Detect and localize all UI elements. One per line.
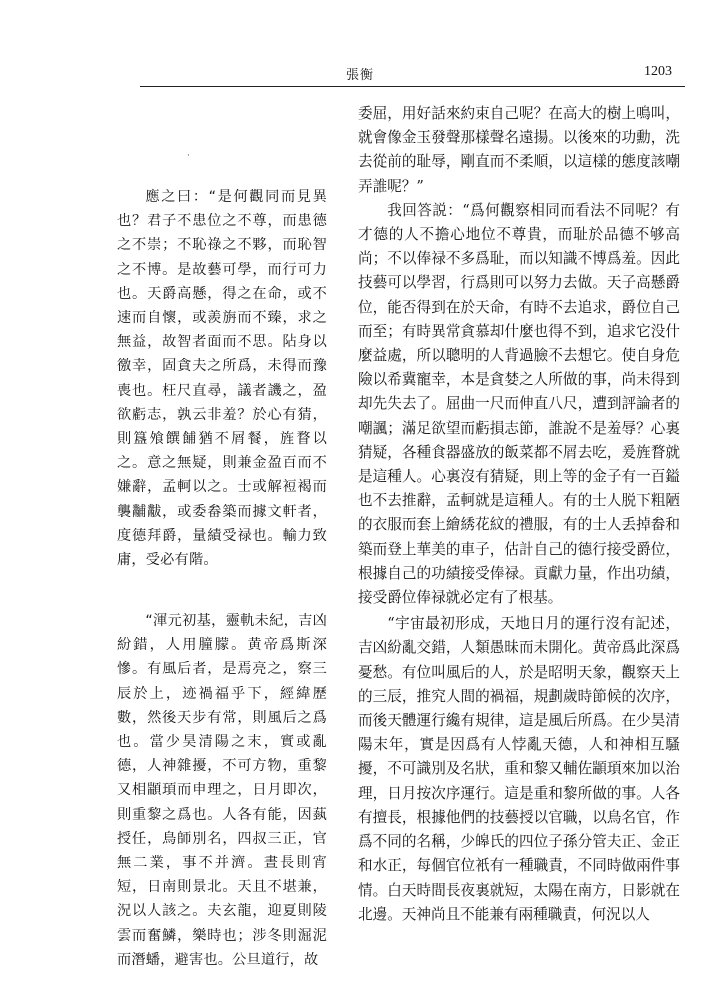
page-header [48, 62, 672, 88]
header-rule [140, 86, 685, 87]
scan-speck: · [187, 151, 190, 161]
left-column-section-2 [117, 609, 327, 972]
left-column-section-1 [117, 185, 327, 572]
translation-paragraph: 我回答説：“爲何觀察相同而看法不同呢？有才德的人不擔心地位不尊貴，而耻於品德不够高尚；不以俸禄不多爲耻，而以知識不博爲羞。因此技藝可以學習，行爲則可以努力去做。天子高懸爵位，能否得到在於天命，有時不去追求，爵位自己而至；有時異常貪慕却什麼也得不到，追求它没什麼益處，所以聰明的人背過臉不去想它。使自身危險以希冀寵幸，本是貪婪之人所做的事，尚未得到却先失去了。屈曲一尺而伸直八尺，遭到評論者的嘲諷；滿足欲望而虧損志節，誰說不是羞辱？心裏猜疑，各種食器盛放的飯菜都不屑去吃，爰旌瞀就是這種人。心裏沒有猜疑，則上等的金子有一百鎰也不去推辭，孟軻就是這種人。有的士人脱下粗陋的衣服而套上繪綉花紋的禮服，有的士人丢掉畚和築而登上華美的車子，估計自己的德行接受爵位，根據自己的功績接受俸禄。貢獻力量，作出功績，接受爵位俸禄就必定有了根基。 [358, 201, 680, 607]
running-title: 張衡 [345, 68, 374, 83]
translation-paragraph: “宇宙最初形成，天地日月的運行沒有記述，吉凶紛亂交錯，人類愚昧而未開化。黄帝爲此深爲憂愁。有位叫風后的人，於是昭明天象，觀察天上的三辰，推究人間的禍福，規劃歲時節候的次序，而後天體運行纔有規律，這是風后所爲。在少昊清陽末年，實是因爲有人悖亂天德，人和神相互騷擾，不可識別及名狀，重和黎又輔佐顓頊來加以治理，日月按次序運行。這是重和黎所做的事。人各有擅長，根據他們的技藝授以官職，以鳥名官，作爲不同的名稱，少皞氏的四位子孫分管夫正、金正和水正，每個官位衹有一種職責，不同時做兩件事情。白天時間長夜裏就短，太陽在南方，日影就在北邊。天神尚且不能兼有兩種職責，何況以人 [358, 615, 680, 923]
right-column [358, 102, 680, 927]
original-text-paragraph: “渾元初基，靈軌未紀，吉凶紛錯，人用朣朦。黄帝爲斯深慘。有風后者，是焉亮之，察三辰於上，迹禍福乎下，經緯歷數，然後天步有常，則風后之爲也。當少昊清陽之末，實或亂德，人神雜擾，不可方物，重黎又相顓頊而申理之，日月即次，則重黎之爲也。人各有能，因蓺授任，鳥師別名，四叔三正，官無二業，事不并濟。晝長則宵短，日南則景北。天且不堪兼，況以人該之。夫玄龍，迎夏則陵雲而奮鱗，樂時也；涉冬則淈泥而潛蟠，避害也。公旦道行，故 [117, 613, 327, 968]
original-text-paragraph: 應之曰：“是何觀同而見異也？君子不患位之不尊，而患德之不崇；不恥祿之不夥，而恥智之不博。是故藝可學，而行可力也。天爵高懸，得之在命，或不速而自懷，或羨旃而不臻，求之無益，故智者面而不思。阽身以徼幸，固貪夫之所爲，未得而豫喪也。枉尺直尋，議者譏之，盈欲虧志，孰云非羞？於心有猜，則簋飧饌餔猶不屑餐，旌瞀以之。意之無疑，則兼金盈百而不嫌辭，孟軻以之。士或解裋褐而襲黼黻，或委畚築而據文軒者，度德拜爵，量績受禄也。輸力致庸，受必有階。 [117, 189, 327, 569]
page-number: 1203 [644, 64, 672, 79]
translation-paragraph: 委屈，用好話來約束自己呢？在高大的樹上鳴叫，就會像金玉發聲那樣聲名遠揚。以後來的功勳，洗去從前的耻辱，剛直而不柔順，以這樣的態度該嘲弄誰呢？” [358, 105, 680, 195]
